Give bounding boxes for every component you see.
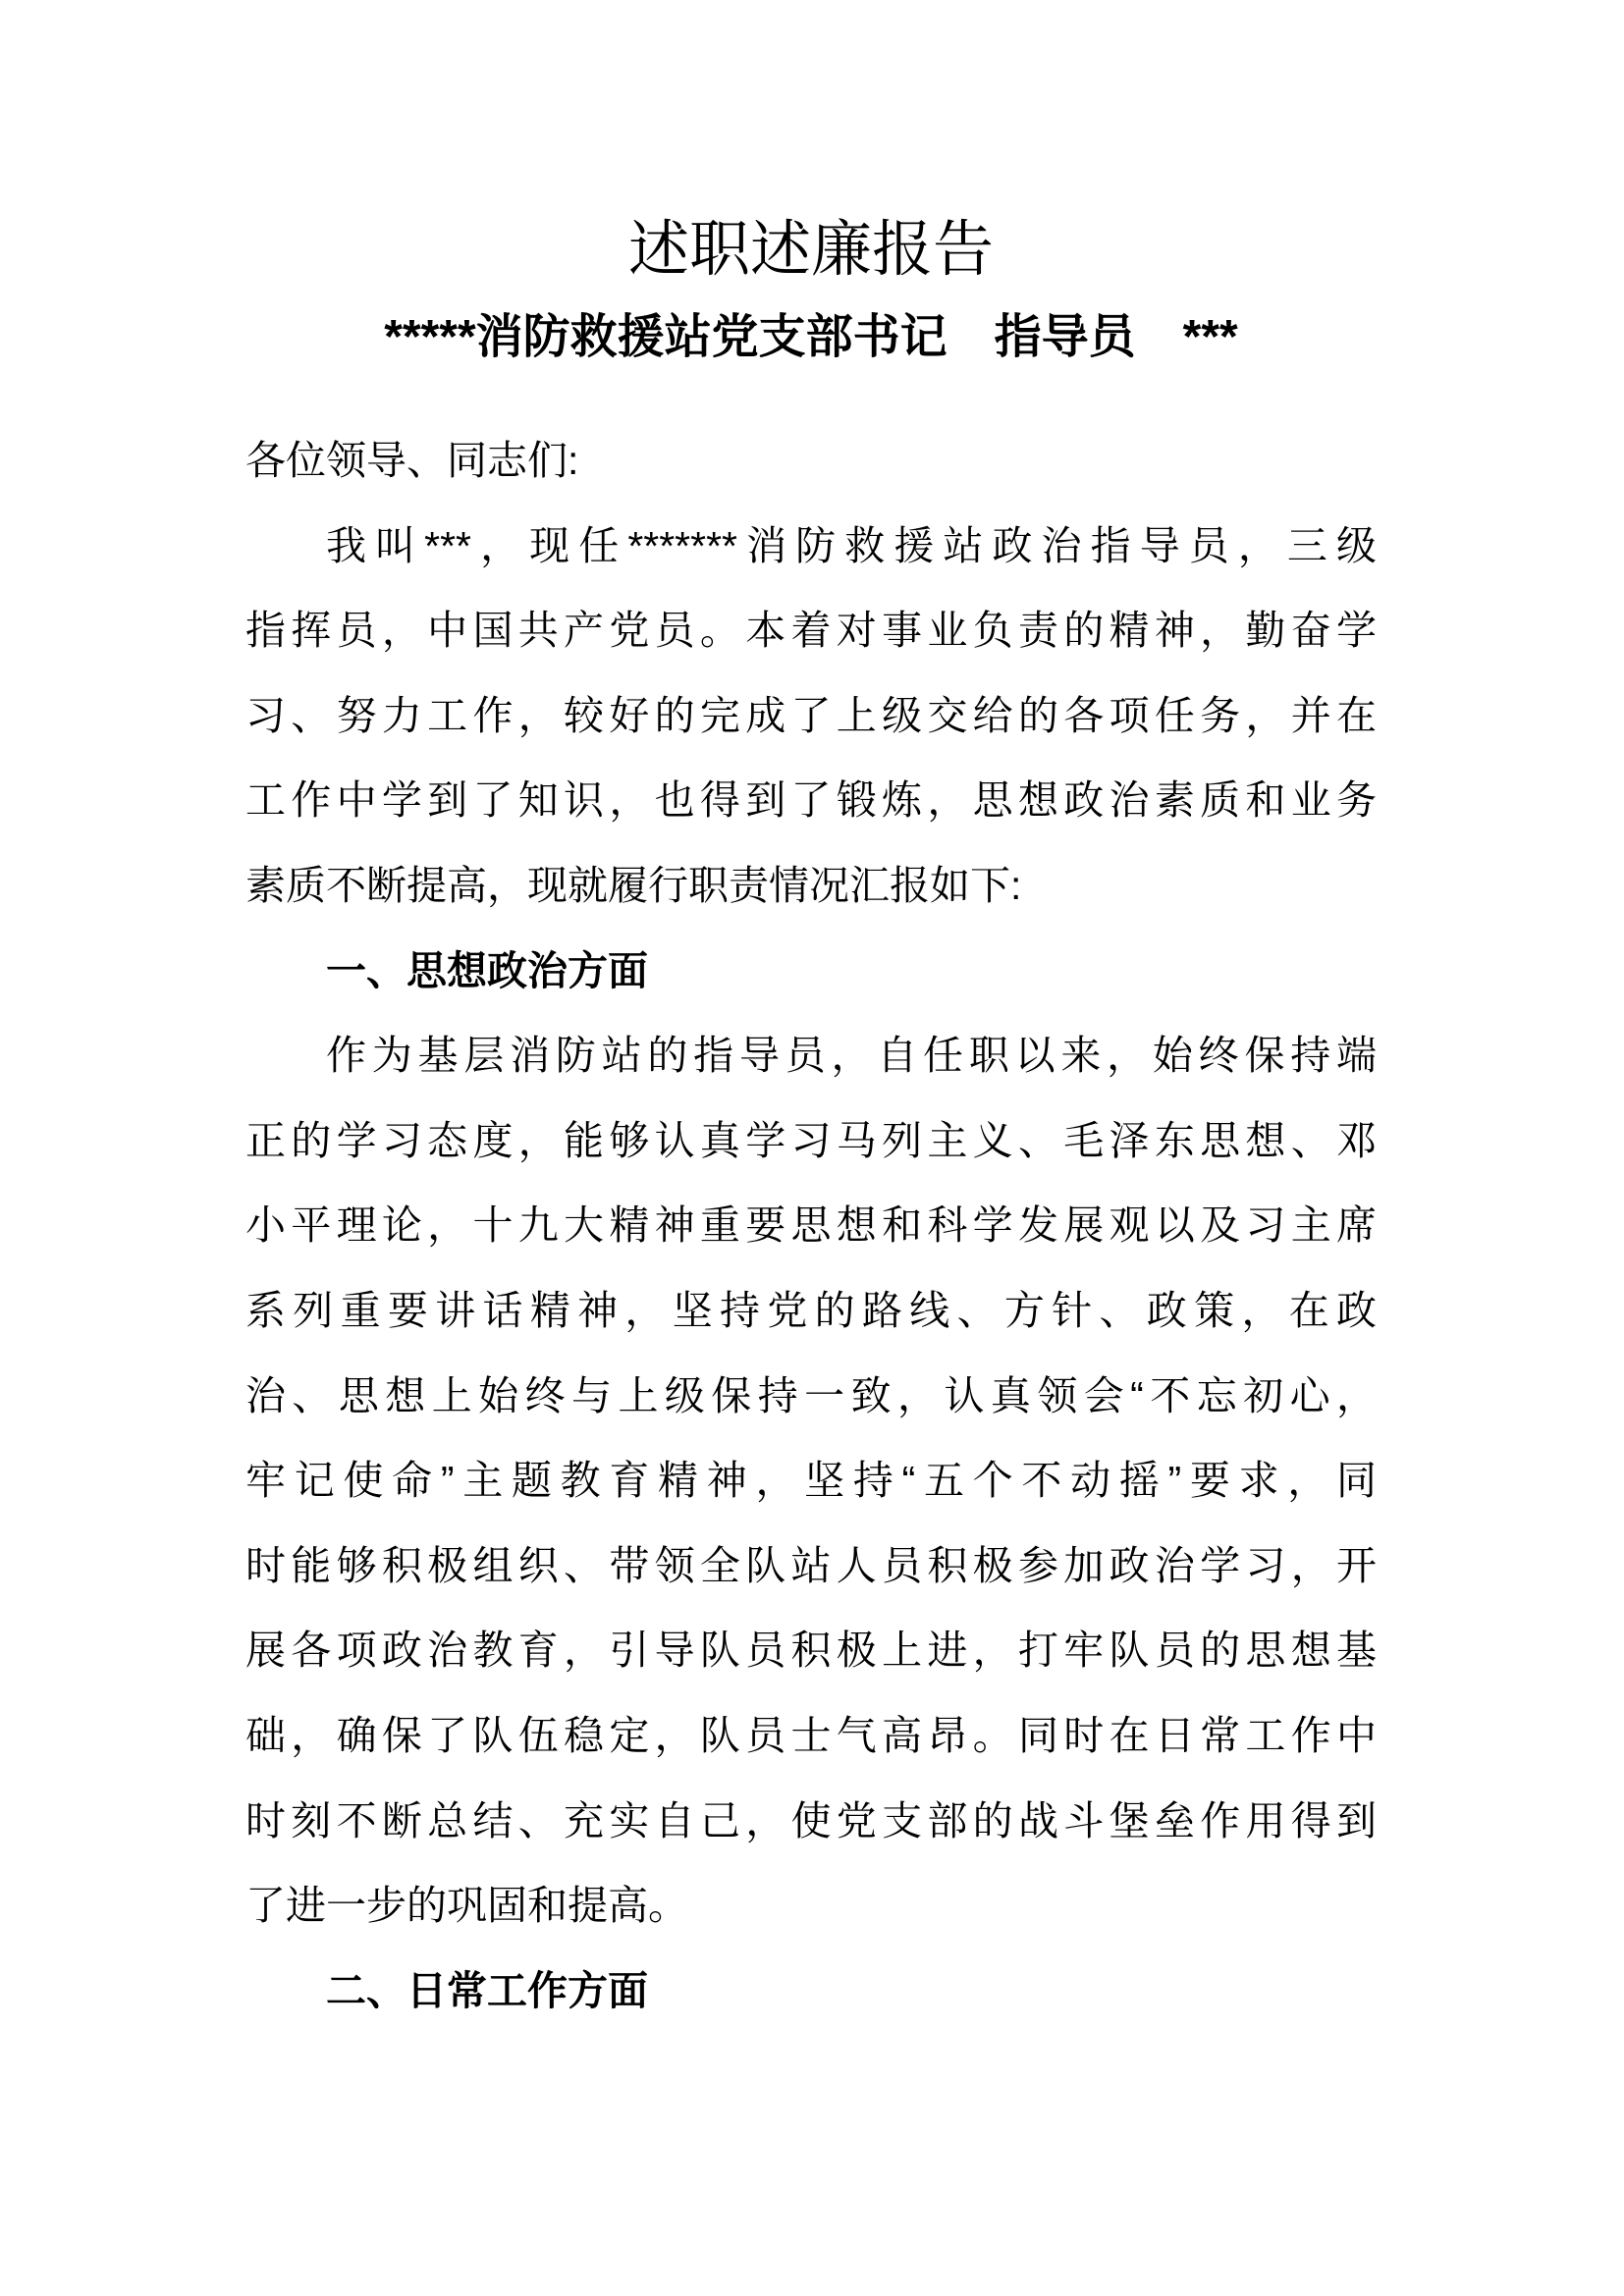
body-line: 作为基层消防站的指导员，自任职以来，始终保持端 [326, 1033, 1377, 1079]
body-line: 我叫***，现任*******消防救援站政治指导员，三级 [326, 522, 1377, 568]
body-line: 指挥员，中国共产党员。本着对事业负责的精神，勤奋学 [245, 608, 1377, 654]
body-line: 了进一步的巩固和提高。 [245, 1883, 688, 1929]
section-heading-1: 一、思想政治方面 [326, 947, 648, 993]
body-line: 牢记使命”主题教育精神，坚持“五个不动摇”要求，同 [245, 1458, 1377, 1504]
body-line: 础，确保了队伍稳定，队员士气高昂。同时在日常工作中 [245, 1712, 1377, 1758]
body-line: 治、思想上始终与上级保持一致，认真领会“不忘初心， [245, 1372, 1377, 1418]
document-body [245, 418, 1377, 2033]
body-line: 系列重要讲话精神，坚持党的路线、方针、政策，在政 [245, 1287, 1377, 1333]
body-line: 素质不断提高，现就履行职责情况汇报如下: [245, 862, 1022, 908]
body-line: 小平理论，十九大精神重要思想和科学发展观以及习主席 [245, 1202, 1377, 1249]
document-title: 述职述廉报告 [627, 216, 994, 284]
section-heading-2: 二、日常工作方面 [326, 1967, 648, 2013]
body-line: 工作中学到了知识，也得到了锻炼，思想政治素质和业务 [245, 777, 1377, 824]
body-line: 时刻不断总结、充实自己，使党支部的战斗堡垒作用得到 [245, 1797, 1377, 1843]
document-subtitle: *****消防救援站党支部书记 指导员 *** [384, 311, 1238, 363]
body-line: 习、努力工作，较好的完成了上级交给的各项任务，并在 [245, 692, 1377, 738]
body-line: 时能够积极组织、带领全队站人员积极参加政治学习，开 [245, 1542, 1377, 1588]
salutation: 各位领导、同志们: [245, 438, 579, 483]
body-line: 正的学习态度，能够认真学习马列主义、毛泽东思想、邓 [245, 1117, 1377, 1163]
body-line: 展各项政治教育，引导队员积极上进，打牢队员的思想基 [245, 1628, 1377, 1674]
